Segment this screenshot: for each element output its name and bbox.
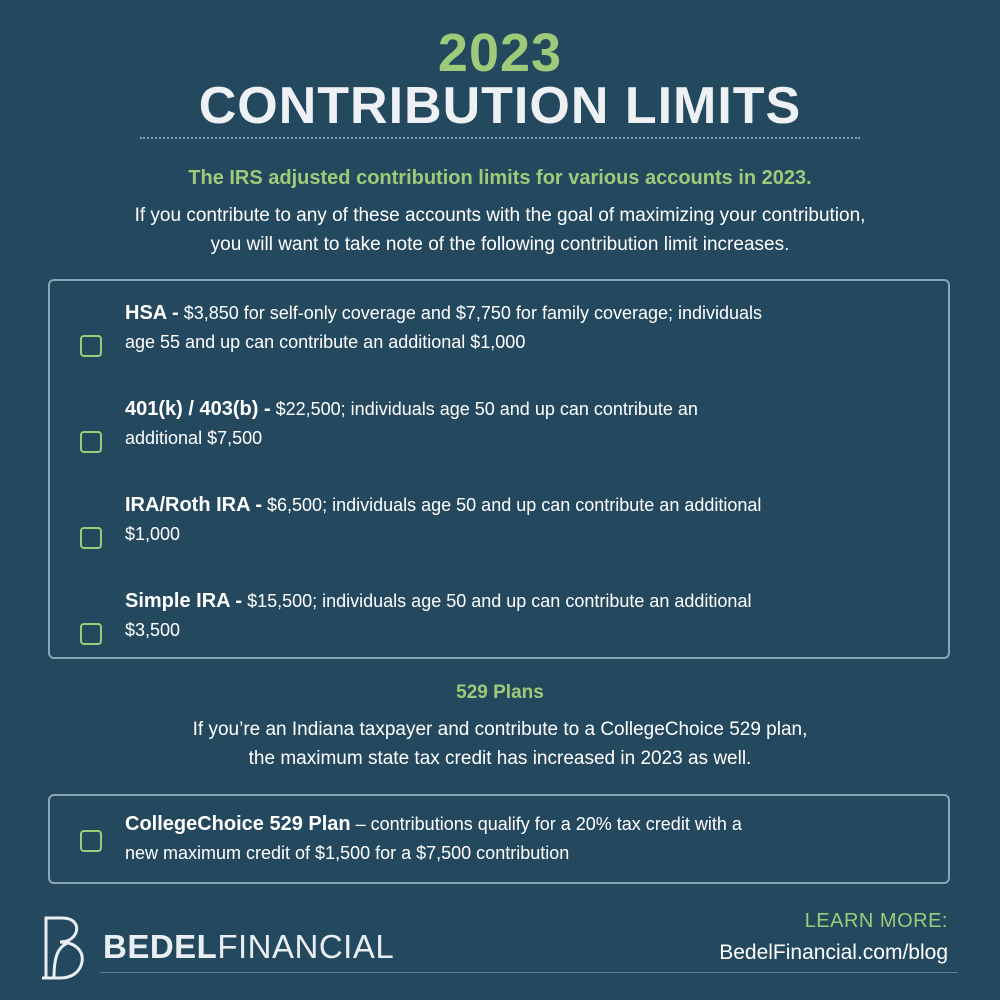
intro-text [50, 201, 950, 259]
account-name: Simple IRA - [125, 590, 243, 612]
checkbox-401k[interactable] [80, 431, 102, 453]
account-text [125, 299, 915, 357]
year-heading: 2023 [437, 23, 563, 83]
account-detail: $22,500; individuals age 50 and up can contribute an [270, 399, 698, 419]
checkbox-ira[interactable] [80, 527, 102, 549]
plans-line-2: the maximum state tax credit has increased in 2023 as well. [248, 748, 752, 769]
page-title: CONTRIBUTION LIMITS [198, 77, 802, 135]
plan-text [125, 810, 915, 868]
account-text [125, 395, 915, 453]
account-name: HSA - [125, 302, 179, 324]
brand-bold: BEDEL [103, 928, 218, 965]
plan-detail: – contributions qualify for a 20% tax credit with a [350, 814, 742, 834]
account-text [125, 491, 915, 549]
account-text [125, 587, 915, 645]
subtitle: The IRS adjusted contribution limits for various accounts in 2023. [188, 167, 812, 189]
account-detail: $6,500; individuals age 50 and up can contribute an additional [262, 495, 762, 515]
plans-line-1: If you’re an Indiana taxpayer and contribute to a CollegeChoice 529 plan, [192, 719, 808, 740]
account-name: IRA/Roth IRA - [125, 494, 263, 516]
account-detail: $3,850 for self-only coverage and $7,750 for family coverage; individuals [178, 303, 763, 323]
account-detail: $15,500; individuals age 50 and up can contribute an additional [242, 591, 752, 611]
checkbox-simple-ira[interactable] [80, 623, 102, 645]
account-detail-cont: additional $7,500 [125, 428, 263, 448]
intro-line-2: you will want to take note of the following contribution limit increases. [210, 234, 790, 255]
account-detail-cont: $1,000 [125, 524, 181, 544]
footer-divider [100, 972, 958, 973]
blog-link[interactable]: BedelFinancial.com/blog [719, 941, 948, 964]
plans-text [50, 715, 950, 773]
title-divider [140, 137, 860, 139]
plan-name: CollegeChoice 529 Plan [125, 813, 351, 835]
account-name: 401(k) / 403(b) - [125, 398, 271, 420]
checkbox-hsa[interactable] [80, 335, 102, 357]
account-detail-cont: $3,500 [125, 620, 181, 640]
bedel-logo-icon [40, 912, 90, 980]
learn-more-label: LEARN MORE: [804, 910, 948, 932]
account-detail-cont: age 55 and up can contribute an additional $1,000 [125, 332, 526, 352]
plans-heading: 529 Plans [456, 682, 544, 703]
plans-box [48, 794, 950, 884]
accounts-box [48, 279, 950, 659]
brand-light: FINANCIAL [217, 928, 395, 965]
checkbox-collegechoice[interactable] [80, 830, 102, 852]
plan-detail-cont: new maximum credit of $1,500 for a $7,500 contribution [125, 843, 570, 863]
brand-name [103, 928, 394, 966]
intro-line-1: If you contribute to any of these accounts with the goal of maximizing your contribution, [134, 205, 866, 226]
